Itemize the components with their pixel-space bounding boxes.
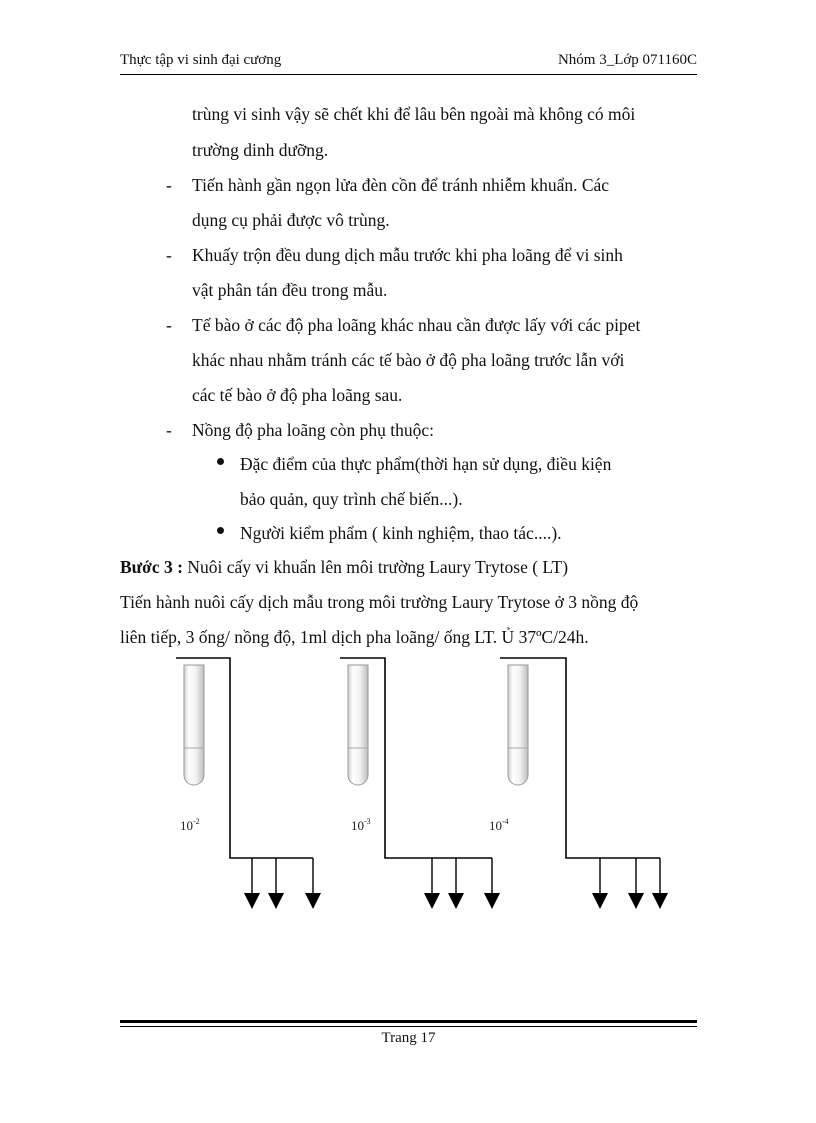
footer-rule-thin bbox=[120, 1026, 697, 1027]
step-text: Nuôi cấy vi khuẩn lên môi trường Laury Trytose ( LT) bbox=[182, 557, 569, 577]
footer-rule-thick bbox=[120, 1020, 697, 1023]
bullet-line: Tế bào ở các độ pha loãng khác nhau cần được lấy với các pipet bbox=[192, 315, 641, 335]
dilution-label: $10^{-2}$ bbox=[180, 817, 200, 833]
dash-marker: - bbox=[166, 315, 172, 335]
test-tube-group-2 bbox=[340, 658, 500, 909]
subbullet-line: Người kiểm phẩm ( kinh nghiệm, thao tác....). bbox=[240, 523, 562, 543]
step-label: Bước 3 : bbox=[120, 557, 183, 577]
dilution-label: $10^{-3}$ bbox=[351, 817, 371, 833]
header-group-class: Nhóm 3_Lớp 071160C bbox=[557, 52, 697, 68]
dilution-label: $10^{-4}$ bbox=[489, 817, 509, 833]
paragraph-line: Tiến hành nuôi cấy dịch mẫu trong môi trường Laury Trytose ở 3 nồng độ bbox=[120, 592, 639, 612]
down-arrow-icon bbox=[244, 893, 260, 909]
test-tube-group-3 bbox=[489, 658, 668, 909]
test-tube bbox=[184, 665, 204, 785]
subbullet-line: bảo quản, quy trình chế biến...). bbox=[240, 489, 463, 509]
dash-marker: - bbox=[166, 420, 172, 440]
continuation-line: trường dinh dưỡng. bbox=[192, 140, 329, 160]
down-arrow-icon bbox=[448, 893, 464, 909]
bullet-line: vật phân tán đều trong mẫu. bbox=[192, 280, 388, 300]
header-course-title: Thực tập vi sinh đại cương bbox=[120, 52, 282, 68]
down-arrow-icon bbox=[484, 893, 500, 909]
bullet-line: Khuấy trộn đều dung dịch mẫu trước khi pha loãng để vi sinh bbox=[192, 245, 623, 265]
subbullet-line: Đặc điểm của thực phẩm(thời hạn sử dụng, điều kiện bbox=[240, 454, 612, 474]
bullet-line: dụng cụ phải được vô trùng. bbox=[192, 210, 390, 230]
bullet-line: Tiến hành gần ngọn lửa đèn cồn để tránh nhiễm khuẩn. Các bbox=[192, 175, 610, 195]
paragraph-line: liên tiếp, 3 ống/ nồng độ, 1ml dịch pha loãng/ ống LT. Ủ 37ºC/24h. bbox=[120, 627, 589, 647]
continuation-line: trùng vi sinh vậy sẽ chết khi để lâu bên ngoài mà không có môi bbox=[192, 104, 636, 124]
down-arrow-icon bbox=[652, 893, 668, 909]
down-arrow-icon bbox=[592, 893, 608, 909]
bullet-line: các tế bào ở độ pha loãng sau. bbox=[192, 385, 403, 405]
down-arrow-icon bbox=[268, 893, 284, 909]
dash-marker: - bbox=[166, 175, 172, 195]
bullet-line: Nồng độ pha loãng còn phụ thuộc: bbox=[192, 420, 435, 440]
dash-marker: - bbox=[166, 245, 172, 265]
down-arrow-icon bbox=[628, 893, 644, 909]
test-tube-group-1 bbox=[176, 658, 321, 909]
test-tube bbox=[348, 665, 368, 785]
bullet-line: khác nhau nhằm tránh các tế bào ở độ pha loãng trước lẫn với bbox=[192, 350, 625, 370]
test-tube bbox=[508, 665, 528, 785]
page-number: Trang 17 bbox=[381, 1030, 436, 1046]
down-arrow-icon bbox=[424, 893, 440, 909]
down-arrow-icon bbox=[305, 893, 321, 909]
